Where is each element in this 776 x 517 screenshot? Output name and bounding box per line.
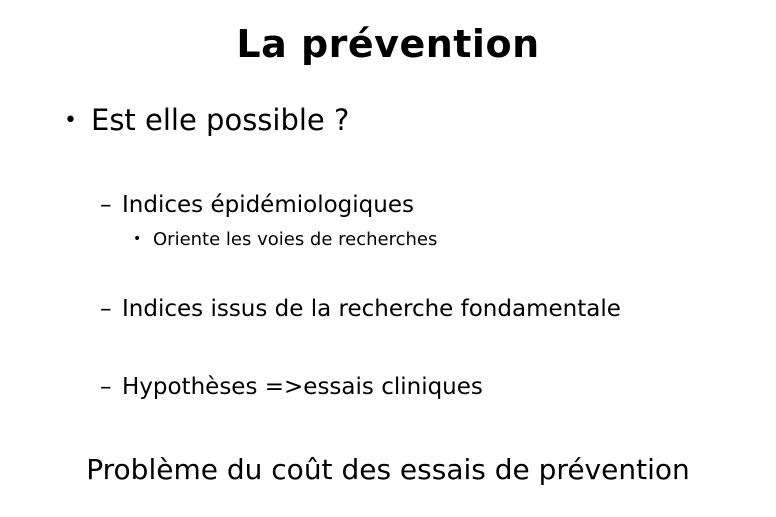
footer-statement: Problème du coût des essais de prévention (86, 453, 690, 486)
sub-item-text: Indices épidémiologiques (122, 192, 414, 218)
sub-item-hypotheses (100, 371, 483, 403)
sub-item-fundamental-research (100, 293, 621, 325)
sub-item-text: Indices issus de la recherche fondamentale (122, 296, 621, 322)
dash-marker: – (100, 296, 112, 322)
sub-sub-item-text: Oriente les voies de recherches (153, 229, 438, 250)
sub-sub-item-research (133, 226, 437, 253)
sub-item-text: Hypothèses =>essais cliniques (122, 374, 483, 400)
dash-marker: – (100, 374, 112, 400)
bullet-marker: • (133, 231, 142, 247)
dash-marker: – (100, 192, 112, 218)
sub-item-epidemiological (100, 189, 414, 221)
bullet-marker: • (64, 108, 77, 133)
main-bullet-text: Est elle possible ? (91, 103, 350, 137)
main-bullet (64, 100, 349, 141)
slide-title: La prévention (236, 22, 540, 66)
